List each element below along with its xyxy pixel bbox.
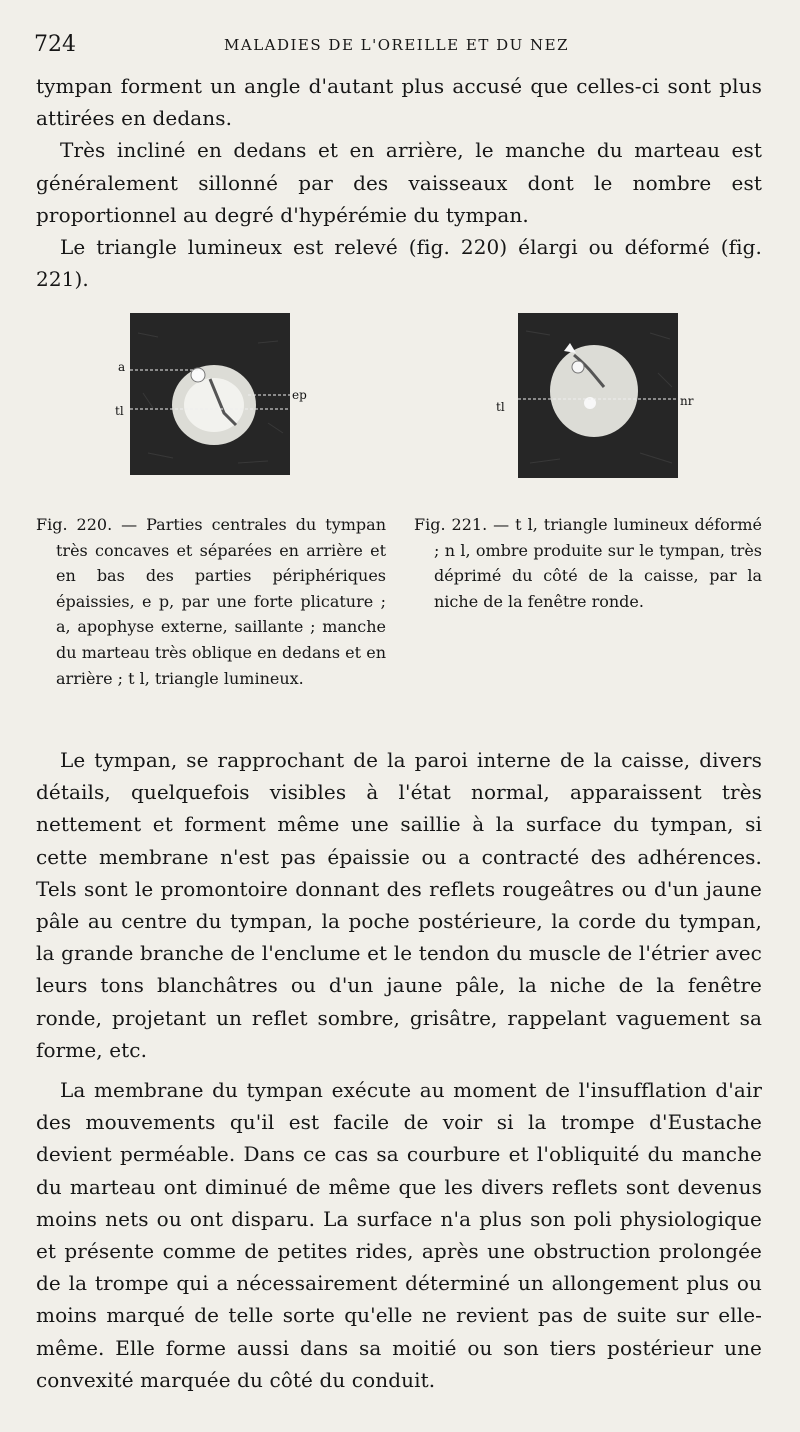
page-number: 724 bbox=[34, 32, 76, 57]
fig221-label-tl: tl bbox=[496, 400, 505, 414]
figure-220-svg bbox=[115, 313, 318, 478]
fig221-membrane bbox=[550, 345, 638, 437]
fig221-round-spot bbox=[572, 361, 584, 373]
paragraph-tympan-caisse: Le tympan, se rapprochant de la paroi interne de la caisse, divers détails, quelquefois visibles à l'état normal, apparaissent très nettement et forment même une saillie à la surface du tympan, si cette membrane n'est pas épaissie ou a contracté des adhérences. Tels sont le promontoire donnant des reflets rougeâtres ou d'un jaune pâle au centre du tympan, la poche postérieure, la corde du tympan, la grande branche de l'enclume et le tendon du muscle de l'étrier avec leurs tons blanchâtres ou d'un jaune pâle, la niche de la fenêtre ronde, projetant un reflet sombre, grisâtre, rappelant vaguement sa forme, etc. bbox=[36, 748, 762, 1062]
figure-220-caption-text: Fig. 220. — Parties centrales du tympan très concaves et séparées en arrière et en bas des parties périphériques épaissies, e p, par une forte plicature ; a, apophyse externe, saillante ; manche du marteau très oblique en dedans et en arrière ; t l, triangle lumineux. bbox=[36, 515, 386, 688]
figure-221-caption-text: Fig. 221. — t l, triangle lumineux déformé ; n l, ombre produite sur le tympan, très déprimé du côté de la caisse, par la niche de la fenêtre ronde. bbox=[414, 515, 762, 611]
fig220-label-a: a bbox=[118, 360, 126, 374]
figure-220-caption bbox=[36, 512, 386, 691]
figure-221-caption bbox=[414, 512, 762, 614]
figure-221-illustration bbox=[490, 313, 715, 478]
paragraph-manche-marteau: Très incliné en dedans et en arrière, le manche du marteau est généralement sillonné par des vaisseaux dont le nombre est proportionnel au degré d'hypérémie du tympan. bbox=[36, 138, 762, 227]
paragraph-continuation: tympan forment un angle d'autant plus accusé que celles-ci sont plus attirées en dedans. bbox=[36, 74, 762, 131]
intro-paragraphs bbox=[36, 70, 762, 295]
page-header bbox=[34, 32, 764, 60]
fig220-label-tl: tl bbox=[115, 404, 124, 418]
figure-221-svg bbox=[490, 313, 715, 478]
fig221-label-nr: nr bbox=[680, 394, 694, 408]
paragraph-triangle-lumineux: Le triangle lumineux est relevé (fig. 220) élargi ou déformé (fig. 221). bbox=[36, 235, 762, 292]
fig220-label-ep: ep bbox=[292, 388, 307, 402]
figure-220-illustration bbox=[115, 313, 318, 478]
running-head: MALADIES DE L'OREILLE ET DU NEZ bbox=[224, 36, 570, 54]
paragraph-insufflation: La membrane du tympan exécute au moment de l'insufflation d'air des mouvements qu'il est facile de voir si la trompe d'Eustache devient perméable. Dans ce cas sa courbure et l'obliquité du manche du marteau ont diminué de même que les divers reflets sont devenus moins nets ou ont disparu. La surface n'a plus son poli physiologique et présente comme de petites rides, après une obstruction prolongée de la trompe qui a nécessairement déterminé un allongement plus ou moins marqué de telle sorte qu'elle ne revient pas de suite sur elle-même. Elle forme aussi dans sa moitié ou son tiers postérieur une convexité marquée du côté du conduit. bbox=[36, 1078, 762, 1392]
